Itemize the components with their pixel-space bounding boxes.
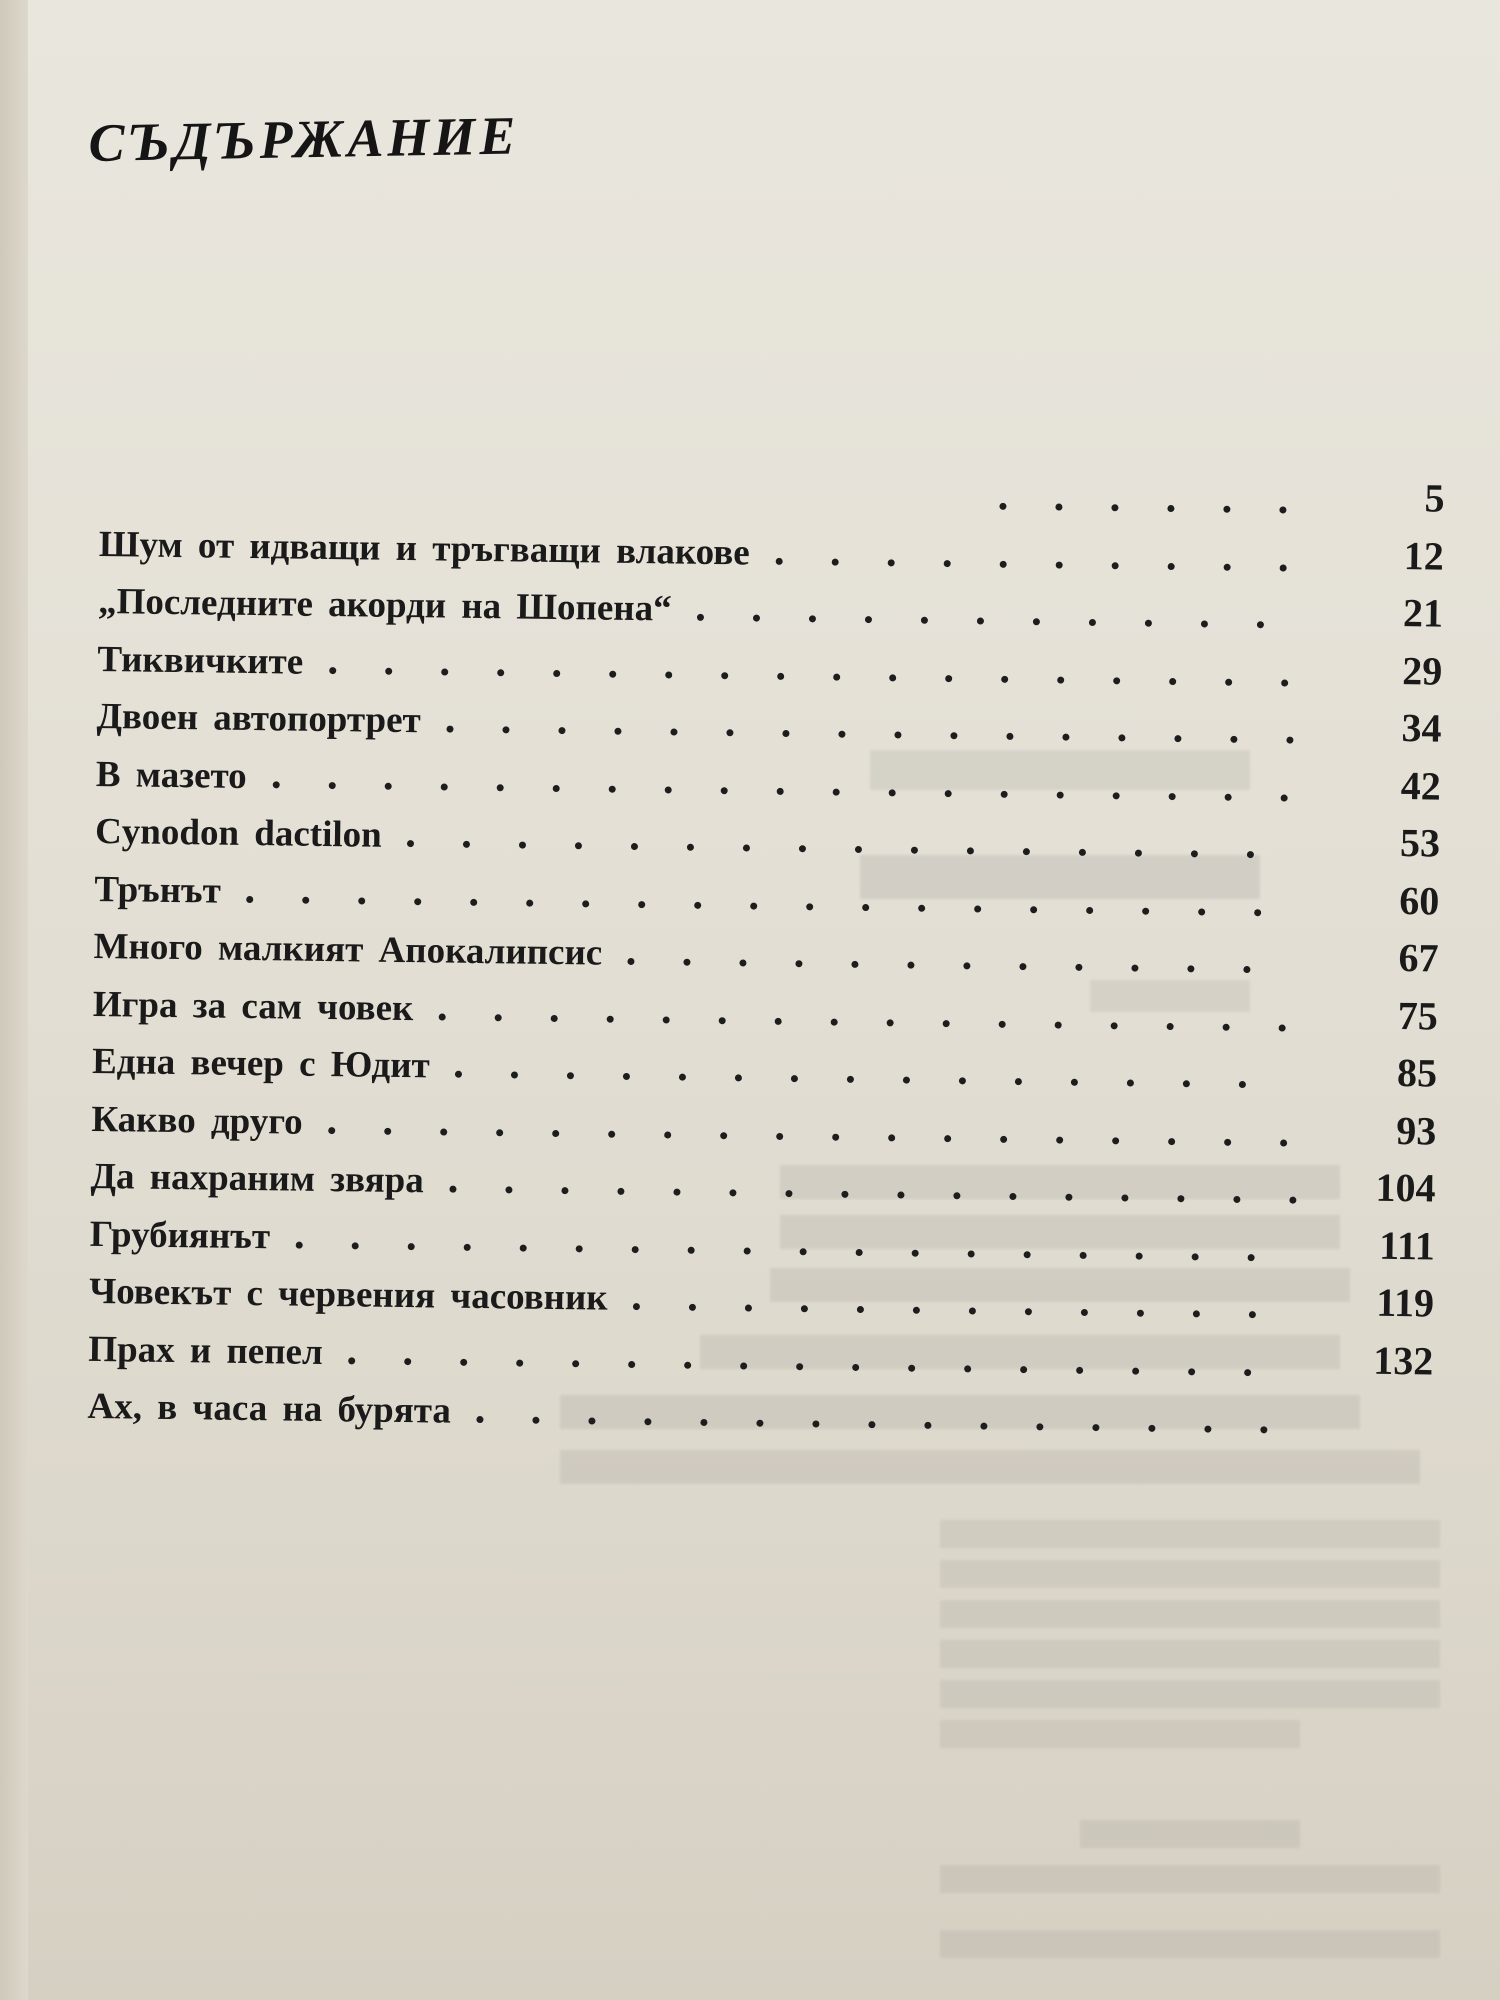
leader-dot [272,781,279,788]
leader-dot [572,1360,579,1367]
leader-dot [526,899,533,906]
toc-entry-title: Грубиянът [89,1213,271,1257]
leader-dot [720,787,727,794]
leader-dot [775,557,782,564]
leader-dot [756,1420,763,1427]
leader-dot [1001,675,1008,682]
leader-dot [1279,506,1286,513]
leader-dot [740,1362,747,1369]
toc-entry-title: Тиквичките [97,638,304,683]
table-of-contents [87,458,1445,1453]
leader-dot [1111,1022,1118,1029]
leader-dot [968,1250,975,1257]
leader-dot [567,1072,574,1079]
leader-dot [404,1358,411,1365]
toc-entry-page: 132 [1373,1337,1434,1384]
leader-dot [1056,791,1063,798]
leader-dot [505,1186,512,1193]
leader-dot [664,1131,671,1138]
leader-dot [944,1135,951,1142]
toc-entry-title: Игра за сам човек [92,983,414,1029]
leader-dot [894,731,901,738]
leader-dot [1280,1139,1287,1146]
leader-dot [1065,1194,1072,1201]
toc-entry-page: 104 [1375,1164,1436,1211]
toc-entry-title: Двоен автопортрет [96,695,421,742]
leader-dot [740,959,747,966]
leader-dot [1071,1079,1078,1086]
leader-dot [974,905,981,912]
leader-dot [999,1020,1006,1027]
leader-dot [384,1127,391,1134]
leader-dot [358,897,365,904]
leader-dot [852,961,859,968]
leader-dot [950,732,957,739]
leader-dot [959,1077,966,1084]
toc-entry-title: Да нахраним звяра [90,1155,424,1202]
leader-dot [446,726,453,733]
leader-dot [852,1363,859,1370]
leader-dot [796,960,803,967]
leader-dot [631,843,638,850]
leader-dot [460,1358,467,1365]
leader-dot [1086,906,1093,913]
leader-dot [1062,734,1069,741]
leader-dot [246,895,253,902]
leader-dot [449,1186,456,1193]
leader-dot [897,1191,904,1198]
leader-dot [943,1020,950,1027]
leader-dot [832,1133,839,1140]
leader-dot [1142,907,1149,914]
leader-dot [1248,1254,1255,1261]
leader-dot [1033,618,1040,625]
leader-dot [801,1305,808,1312]
leader-dot [1111,504,1118,511]
toc-entry-page: 75 [1397,992,1439,1039]
leader-dot [553,669,560,676]
leader-dot [1167,1023,1174,1030]
leader-dot [1076,964,1083,971]
leader-dot [700,1419,707,1426]
leader-dot [664,786,671,793]
leader-dot [1193,1310,1200,1317]
leader-dot [750,902,757,909]
leader-dot [644,1418,651,1425]
leader-dot [1169,678,1176,685]
leader-dot [1223,506,1230,513]
leader-dot [1257,621,1264,628]
leader-dot [352,1242,359,1249]
leader-dot [1000,790,1007,797]
leader-dot [1015,1078,1022,1085]
leader-dot [552,784,559,791]
leader-dot [328,782,335,789]
leader-dot [689,1304,696,1311]
leader-dot [857,1306,864,1313]
leader-dot [855,846,862,853]
leader-dot [575,842,582,849]
leader-dot [687,844,694,851]
leader-dot [831,558,838,565]
leader-dot [1168,793,1175,800]
leader-dot [1279,1024,1286,1031]
leader-dot [558,727,565,734]
leader-dot [1080,1251,1087,1258]
toc-entry-title: Шум от идващи и тръгващи влакове [98,523,750,574]
leader-dot [1188,1368,1195,1375]
leader-dot [439,1013,446,1020]
leader-dot [785,1190,792,1197]
leader-dot [1023,848,1030,855]
leader-dot [1280,794,1287,801]
leader-dot [1225,678,1232,685]
leader-dot [1177,1195,1184,1202]
toc-entry-page: 5 [1424,475,1445,521]
leader-dot [552,1129,559,1136]
leader-dot [1230,736,1237,743]
leader-dot [841,1191,848,1198]
leader-dot [999,560,1006,567]
leader-dot [945,675,952,682]
leader-dot [688,1246,695,1253]
leader-dot [1132,1367,1139,1374]
toc-entry-page: 93 [1396,1107,1437,1154]
toc-entry-title: Една вечер с Юдит [91,1040,431,1087]
leader-dot [726,729,733,736]
leader-dot [847,1076,854,1083]
leader-dot [1112,792,1119,799]
leader-dot [679,1074,686,1081]
leader-dot [614,728,621,735]
leader-dot [1136,1252,1143,1259]
leader-dot [1055,1021,1062,1028]
leader-dot [1020,963,1027,970]
leader-dot [1132,965,1139,972]
leader-dot [1204,1426,1211,1433]
leader-dot [1249,1311,1256,1318]
leader-dot [777,672,784,679]
leader-dot [865,616,872,623]
leader-dot [796,1363,803,1370]
leader-dot [532,1417,539,1424]
toc-entry-title: Трънът [94,868,222,912]
leader-dot [1121,1194,1128,1201]
leader-dot [1081,1309,1088,1316]
leader-dot [1056,1136,1063,1143]
leader-dot [1127,1080,1134,1087]
leader-dot [607,1015,614,1022]
leader-dot [609,670,616,677]
leader-dot [862,904,869,911]
leader-dot [719,1017,726,1024]
leader-dot [519,842,526,849]
toc-entry-page: 60 [1399,877,1440,924]
toc-entry-title: Прах и пепел [88,1328,324,1373]
toc-entry-page: 34 [1401,705,1442,751]
leader-dot [470,898,477,905]
leader-dot [1279,564,1286,571]
leader-dot [663,1016,670,1023]
leader-dot [908,1364,915,1371]
leader-dot [588,1417,595,1424]
toc-entry-title: В мазето [95,753,247,797]
leader-dot [743,844,750,851]
leader-dot [476,1416,483,1423]
leader-dot [684,959,691,966]
leader-dot [511,1071,518,1078]
leader-dot [809,615,816,622]
leader-dot [887,1019,894,1026]
leader-dot [497,669,504,676]
leader-dot [1239,1081,1246,1088]
leader-dot [800,1248,807,1255]
toc-entry-page: 29 [1402,647,1443,694]
leader-dot [1076,1366,1083,1373]
leader-dot [623,1073,630,1080]
leader-dot [1025,1308,1032,1315]
leader-dot [1286,737,1293,744]
toc-entry-page: 67 [1398,935,1439,981]
leader-dot [833,673,840,680]
leader-dot [495,1014,502,1021]
leader-dot [638,901,645,908]
page-edge [0,0,28,2000]
leader-dot [684,1361,691,1368]
leader-dot [407,840,414,847]
leader-dot [1167,562,1174,569]
leader-dot [745,1305,752,1312]
leader-dot [1112,1137,1119,1144]
leader-dot [1289,1197,1296,1204]
leader-dot [408,1243,415,1250]
leader-dot [463,841,470,848]
leader-dot [980,1423,987,1430]
leader-dot [302,896,309,903]
leader-dot [1223,1023,1230,1030]
leader-dot [296,1241,303,1248]
leader-dot [1137,1310,1144,1317]
leader-dot [496,784,503,791]
leader-dot [969,1307,976,1314]
leader-dot [1089,619,1096,626]
leader-dot [1113,677,1120,684]
toc-entry-title: Какво друго [91,1098,303,1143]
leader-dot [943,560,950,567]
leader-dot [1148,1425,1155,1432]
toc-entry-page: 42 [1400,762,1442,809]
leader-dot [617,1188,624,1195]
leader-dot [1055,504,1062,511]
leader-dot [1244,1369,1251,1376]
leader-dot [441,668,448,675]
leader-dot [384,782,391,789]
leader-dot [1009,1193,1016,1200]
leader-dot [735,1074,742,1081]
leader-dot [1079,849,1086,856]
leader-dot [1198,908,1205,915]
leader-dot [502,726,509,733]
leader-dot [1006,733,1013,740]
leader-dot [1055,561,1062,568]
leader-dot [967,847,974,854]
leader-dot [1233,1196,1240,1203]
leader-dot [414,898,421,905]
leader-dot [1201,620,1208,627]
leader-dot [440,1128,447,1135]
leader-dot [776,787,783,794]
leader-dot [1024,1251,1031,1258]
toc-entry-page: 53 [1399,820,1441,866]
leader-dot [1260,1426,1267,1433]
leader-dot [964,1365,971,1372]
leader-dot [1281,679,1288,686]
page-title: СЪДЪРЖАНИЕ [88,105,520,173]
leader-dot [977,617,984,624]
leader-dot [776,1132,783,1139]
leader-dot [729,1189,736,1196]
leader-dot [838,731,845,738]
leader-dot [1092,1424,1099,1431]
leader-dot [753,615,760,622]
leader-dot [670,728,677,735]
leader-dot [628,1360,635,1367]
leader-dot [1183,1080,1190,1087]
toc-entry-page: 85 [1396,1050,1438,1096]
leader-dot [913,1307,920,1314]
leader-dot [665,671,672,678]
leader-dot [1247,851,1254,858]
leader-dot [953,1192,960,1199]
leader-dot [720,1132,727,1139]
toc-entry-title: Човекът с червения часовник [88,1270,608,1319]
leader-dot [633,1303,640,1310]
leader-dot [903,1077,910,1084]
leader-dot [856,1248,863,1255]
leader-dot [1118,734,1125,741]
leader-dot [516,1359,523,1366]
leader-dot [889,674,896,681]
leader-dot [1030,906,1037,913]
leader-dot [832,788,839,795]
leader-dot [775,1017,782,1024]
leader-dot [1167,505,1174,512]
leader-dot [744,1247,751,1254]
leader-dot [999,503,1006,510]
leader-dot [888,1134,895,1141]
leader-dot [628,958,635,965]
leader-dot [385,667,392,674]
leader-dot [673,1189,680,1196]
toc-entry-page: 111 [1378,1222,1436,1269]
leader-dot [561,1187,568,1194]
leader-dot [520,1244,527,1251]
leader-dot [1224,1138,1231,1145]
toc-entry-page: 21 [1402,590,1444,636]
leader-dot [921,617,928,624]
leader-dot [806,903,813,910]
leader-dot [1135,850,1142,857]
leader-dot [831,1018,838,1025]
leader-dot [440,783,447,790]
leader-dot [791,1075,798,1082]
leader-dot [721,672,728,679]
leader-dot [1020,1366,1027,1373]
leader-dot [887,559,894,566]
leader-dot [1168,1138,1175,1145]
leader-dot [812,1420,819,1427]
leader-dot [576,1245,583,1252]
leader-dot [1057,676,1064,683]
leader-dot [1224,793,1231,800]
leader-dot [1192,1253,1199,1260]
leader-dot [694,901,701,908]
toc-entry-title: „Последните акорди на Шопена“ [97,580,672,630]
leader-dot [944,790,951,797]
leader-dot [608,1130,615,1137]
leader-dot [911,847,918,854]
toc-entry-title: Cynodon dactilon [94,810,383,856]
toc-entry-title: Много малкият Апокалипсис [93,925,603,974]
leader-dot [912,1249,919,1256]
leader-dot [782,730,789,737]
leader-dot [908,962,915,969]
leader-dot [1191,850,1198,857]
leader-dot [496,1129,503,1136]
leader-dot [799,845,806,852]
leader-dot [1111,562,1118,569]
leader-dot [918,904,925,911]
leader-dot [1174,735,1181,742]
leader-dot [632,1246,639,1253]
leader-dot [964,962,971,969]
leader-dot [348,1357,355,1364]
leader-dot [608,785,615,792]
leader-dot [455,1071,462,1078]
leader-dot [924,1422,931,1429]
leader-dot [1000,1135,1007,1142]
leader-dot [582,900,589,907]
leader-dot [1145,620,1152,627]
leader-dot [1188,965,1195,972]
toc-entry-page: 119 [1375,1279,1435,1326]
leader-dot [1036,1423,1043,1430]
leader-dot [551,1014,558,1021]
toc-entry-page: 12 [1403,532,1445,579]
leader-dot [329,667,336,674]
leader-dot [1244,966,1251,973]
leader-dot [868,1421,875,1428]
leader-dot [697,614,704,621]
leader-dot [1254,909,1261,916]
leader-dot [464,1243,471,1250]
toc-entry-title: Ах, в часа на бурята [87,1385,452,1432]
leader-dot [328,1127,335,1134]
leader-dot [888,789,895,796]
leader-dot [1223,563,1230,570]
